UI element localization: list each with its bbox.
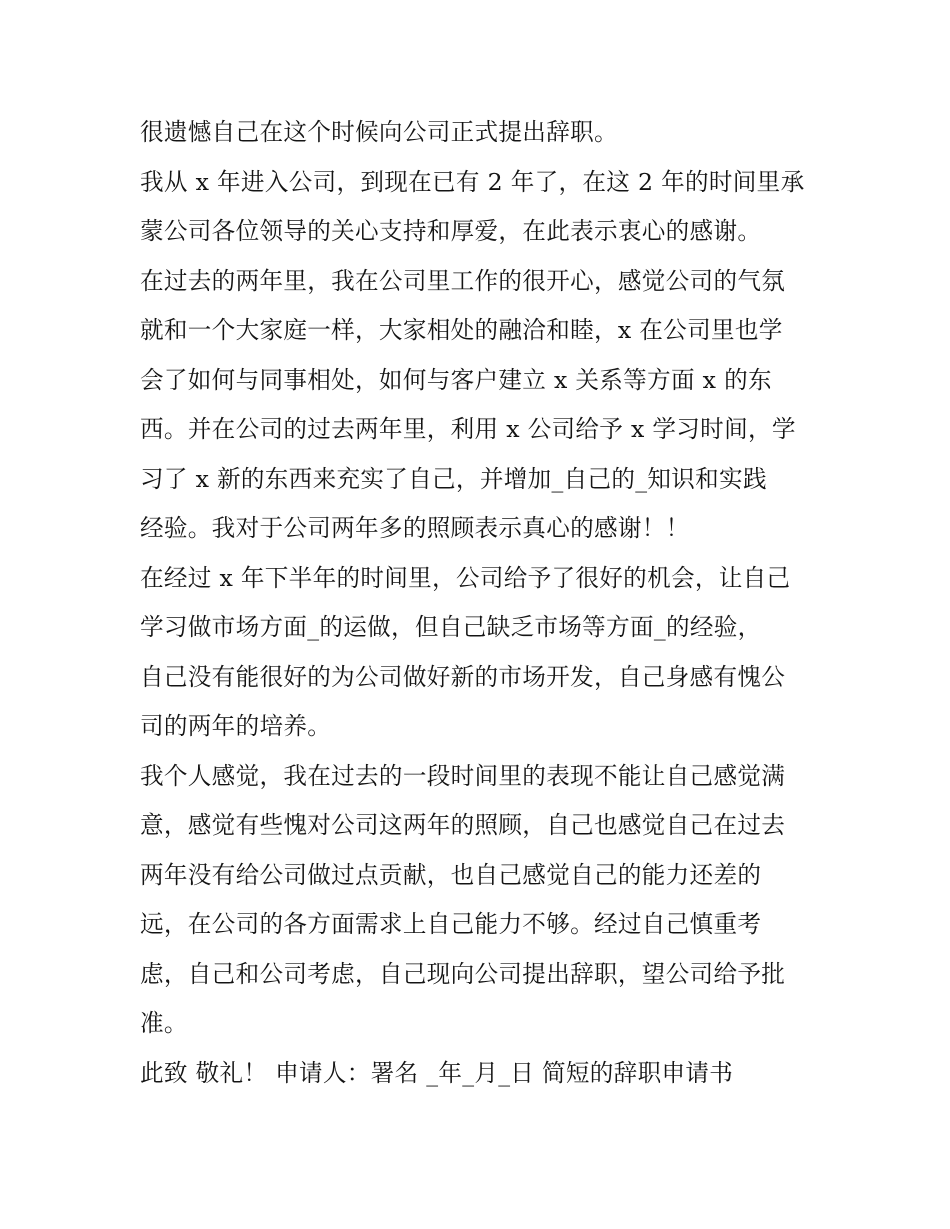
text-line: 意，感觉有些愧对公司这两年的照顾，自己也感觉自己在过去 [140,811,786,839]
text-line: 我从 x 年进入公司，到现在已有 2 年了，在这 2 年的时间里承 [140,167,805,196]
text-line: 习了 x 新的东西来充实了自己，并增加_自己的_知识和实践 [140,464,767,493]
text-line: 在经过 x 年下半年的时间里，公司给予了很好的机会，让自己 [140,563,791,592]
text-line: 自己没有能很好的为公司做好新的市场开发，自己身感有愧公 [140,662,786,691]
text-line: 远，在公司的各方面需求上自己能力不够。经过自己慎重考 [140,910,762,938]
signature-line: 此致 敬礼！ 申请人：署名 _年_月_日 简短的辞职申请书 [140,1058,734,1087]
text-line: 司的两年的培养。 [140,712,332,740]
text-line: 西。并在公司的过去两年里，利用 x 公司给予 x 学习时间，学 [140,415,796,443]
text-line: 经验。我对于公司两年多的照顾表示真心的感谢！！ [140,514,690,542]
text-line: 准。 [140,1009,188,1037]
text-line: 我个人感觉，我在过去的一段时间里的表现不能让自己感觉满 [140,761,786,790]
text-line: 会了如何与同事相处，如何与客户建立 x 关系等方面 x 的东 [140,365,772,394]
text-line: 在过去的两年里，我在公司里工作的很开心，感觉公司的气氛 [140,266,786,295]
text-line: 学习做市场方面_的运做，但自己缺乏市场等方面_的经验， [140,613,762,641]
text-line: 虑，自己和公司考虑，自己现向公司提出辞职，望公司给予批 [140,959,786,988]
letter-body [140,108,820,1098]
text-line: 两年没有给公司做过点贡献，也自己感觉自己的能力还差的 [140,860,762,889]
text-line: 蒙公司各位领导的关心支持和厚爱，在此表示衷心的感谢。 [140,217,762,245]
text-line: 很遗憾自己在这个时候向公司正式提出辞职。 [140,118,618,146]
text-line: 就和一个大家庭一样，大家相处的融洽和睦，x 在公司里也学 [140,316,783,344]
